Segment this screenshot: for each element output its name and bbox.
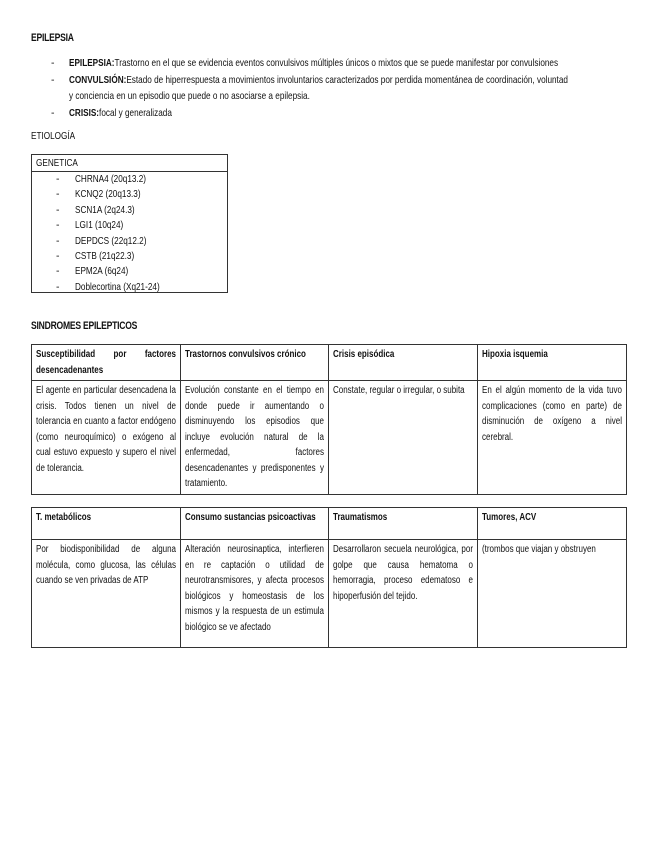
table-row — [32, 381, 627, 495]
document-title — [31, 32, 86, 44]
definition-term: CONVULSIÓN: — [69, 73, 127, 86]
definition-text: Trastorno en el que se evidencia eventos convulsivos múltiples únicos o mixtos que se puede manifestar por convulsiones — [114, 57, 559, 69]
gene-item: - LGI1 (10q24) — [32, 218, 229, 233]
etiologia-heading: ETIOLOGÍA — [31, 130, 76, 142]
table-header-row — [32, 508, 627, 540]
definition-text: focal y generalizada — [99, 106, 172, 119]
table-cell: (trombos que viajan y obstruyen — [478, 540, 627, 648]
definition-item-epilepsia: - EPILEPSIA:Trastorno en el que se evidencia eventos convulsivos múltiples únicos o mixtos que se puede manifestar por convulsiones — [51, 57, 559, 69]
table-cell: Evolución constante en el tiempo en donde puede ir aumentando o disminuyendo los episodios que incluye evolución natural de la enfermedad, factores desencadenantes y predisponentes y tratamiento. — [181, 381, 329, 495]
table-header-cell: Trastornos convulsivos crónico — [181, 345, 329, 381]
definition-item-convulsion: - CONVULSIÓN:Estado de hiperrespuesta a movimientos involuntarios caracterizados por perdida momentánea de coordinación, voluntad y conciencia en un episodio que puede o no asociarse a epilepsia. — [31, 72, 631, 105]
gene-label: Doblecortina (Xq21-24) — [75, 280, 160, 293]
definitions-list — [31, 55, 631, 121]
gene-list — [32, 172, 229, 295]
sindromes-table-2 — [31, 507, 627, 648]
table-header-cell: Tumores, ACV — [478, 508, 627, 540]
gene-item: - Doblecortina (Xq21-24) — [32, 280, 229, 295]
definition-term: EPILEPSIA: — [69, 57, 115, 69]
table-cell: En el algún momento de la vida tuvo complicaciones (como en parte) de disminución de oxígeno a nivel cerebral. — [478, 381, 627, 495]
table-cell: Constate, regular o irregular, o subita — [329, 381, 478, 495]
gene-item: - CHRNA4 (20q13.2) — [32, 172, 229, 187]
gene-label: DEPDCS (22q12.2) — [75, 234, 147, 247]
gene-item: - DEPDCS (22q12.2) — [32, 234, 229, 249]
gene-item: - SCN1A (2q24.3) — [32, 203, 229, 218]
definition-term: CRISIS: — [69, 106, 100, 119]
document-title-text: EPILEPSIA — [31, 32, 74, 44]
table-header-cell: Hipoxia isquemia — [478, 345, 627, 381]
gene-item: - CSTB (21q22.3) — [32, 249, 229, 264]
genetica-header: GENETICA — [36, 157, 78, 169]
gene-label: CSTB (21q22.3) — [75, 249, 135, 262]
gene-item: - KCNQ2 (20q13.3) — [32, 187, 229, 202]
gene-label: CHRNA4 (20q13.2) — [75, 173, 147, 185]
table-header-cell: Susceptibilidad por factores desencadenantes — [32, 345, 181, 381]
sindromes-table-1 — [31, 344, 627, 495]
gene-label: SCN1A (2q24.3) — [75, 203, 135, 216]
table-header-cell: Traumatismos — [329, 508, 478, 540]
table-cell: Por biodisponibilidad de alguna molécula, como glucosa, las células cuando se ven privadas de ATP — [32, 540, 181, 648]
table-cell: Alteración neurosinaptica, interfieren en re captación o utilidad de neurotransmisores, y afecta procesos biológicos y homeostasis de los mismos y la respuesta de un estimula biológico se ve afectado — [181, 540, 329, 648]
table-header-cell: Crisis episódica — [329, 345, 478, 381]
table-header-cell: Consumo sustancias psicoactivas — [181, 508, 329, 540]
genetica-box — [31, 154, 228, 293]
gene-label: EPM2A (6q24) — [75, 265, 129, 278]
table-header-cell: T. metabólicos — [32, 508, 181, 540]
definition-item-crisis: - CRISIS:focal y generalizada — [51, 106, 172, 119]
table-cell: El agente en particular desencadena la crisis. Todos tienen un nivel de tolerancia en cuanto a factor endógeno (como neuroquímico) o exógeno al cual estuvo expuesto y supero el nivel de tolerancia. — [32, 381, 181, 495]
gene-label: KCNQ2 (20q13.3) — [75, 188, 141, 201]
sindromes-heading: SINDROMES EPILEPTICOS — [31, 320, 138, 332]
table-header-row — [32, 345, 627, 381]
gene-item: - EPM2A (6q24) — [32, 264, 229, 279]
definition-text-continued: y conciencia en un episodio que puede o no asociarse a epilepsia. — [69, 90, 310, 102]
table-row — [32, 540, 627, 648]
gene-label: LGI1 (10q24) — [75, 219, 124, 232]
table-cell: Desarrollaron secuela neurológica, por golpe que causa hematoma o hemorragia, proceso edematoso e hipoperfusión del tejido. — [329, 540, 478, 648]
definition-text: Estado de hiperrespuesta a movimientos involuntarios caracterizados por perdida momentánea de coordinación, voluntad — [126, 73, 568, 86]
